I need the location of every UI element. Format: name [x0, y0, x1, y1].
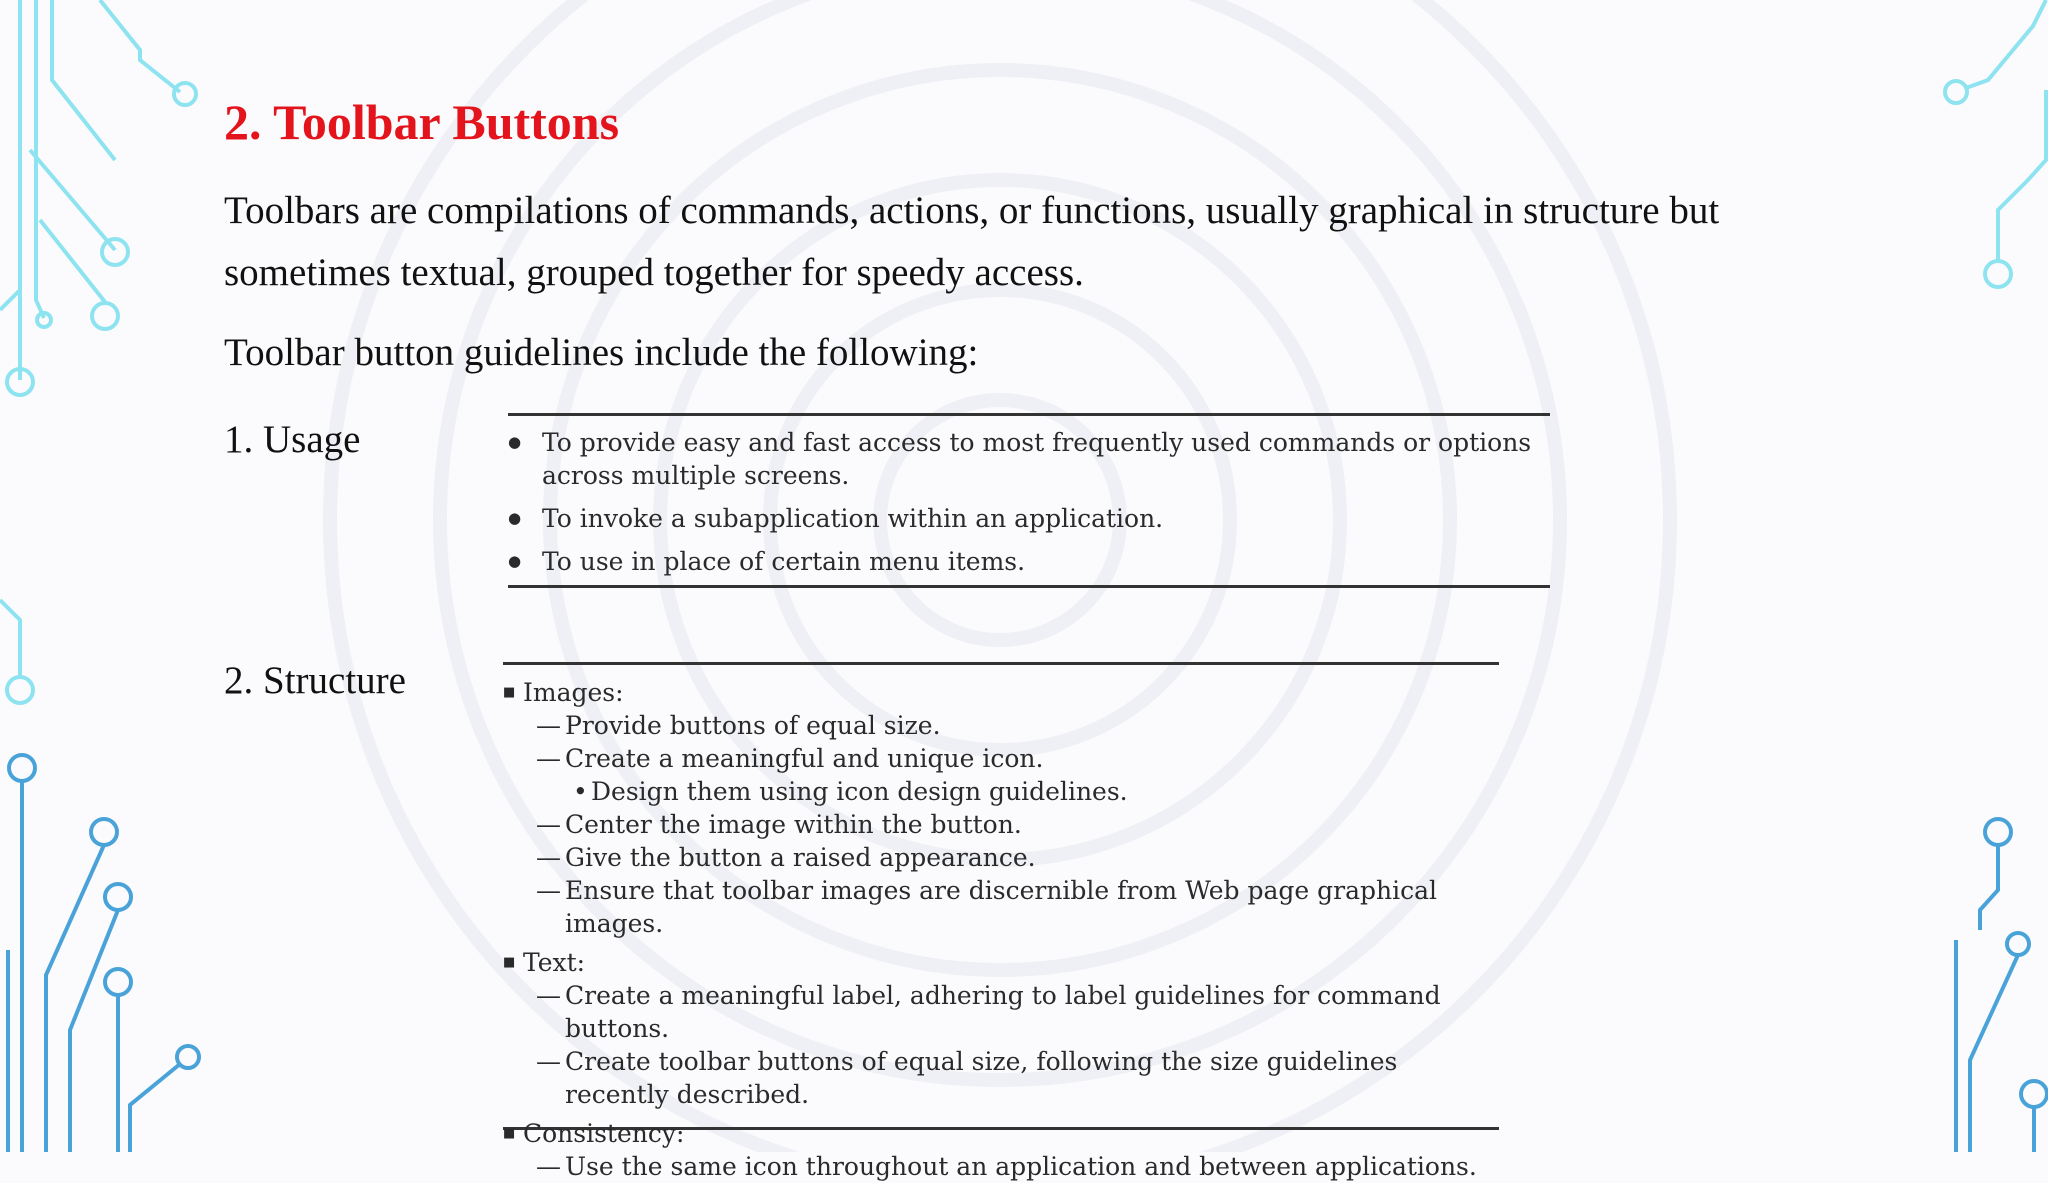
text-heading: ■ Text:	[503, 946, 1499, 979]
usage-list-box	[508, 413, 1550, 588]
structure-label: 2. Structure	[224, 659, 406, 702]
text-list-item: — Create a meaningful label, adhering to label guidelines for command buttons.	[503, 979, 1499, 1045]
text-list-item: — Create toolbar buttons of equal size, following the size guidelines recently described.	[503, 1045, 1499, 1111]
slide-title: 2. Toolbar Buttons	[224, 94, 620, 150]
structure-list-box	[503, 662, 1499, 1181]
images-sub-item: • Design them using icon design guidelines.	[503, 775, 1499, 808]
intro-paragraph: Toolbars are compilations of commands, actions, or functions, usually graphical in structure but sometimes textual, grouped together for speedy access.	[224, 189, 1720, 294]
images-list-item: — Create a meaningful and unique icon.	[503, 742, 1499, 775]
consistency-heading: ■ Consistency:	[503, 1117, 1499, 1150]
images-list-item: — Give the button a raised appearance.	[503, 841, 1499, 874]
usage-list-item: ● To use in place of certain menu items.	[508, 545, 1550, 578]
images-list-item: — Center the image within the button.	[503, 808, 1499, 841]
circuit-decoration-left	[0, 0, 220, 1152]
usage-list-item: ● To invoke a subapplication within an application.	[508, 502, 1550, 535]
guidelines-lead: Toolbar button guidelines include the following:	[224, 331, 979, 374]
images-list-item: — Ensure that toolbar images are discernible from Web page graphical images.	[503, 874, 1499, 940]
images-list-item: — Provide buttons of equal size.	[503, 709, 1499, 742]
consistency-list-item: — Use the same icon throughout an application and between applications.	[503, 1150, 1499, 1183]
images-heading: ■ Images:	[503, 676, 1499, 709]
usage-list-item: ● To provide easy and fast access to most frequently used commands or options across multiple screens.	[508, 426, 1550, 492]
circuit-decoration-right	[1908, 0, 2048, 1152]
usage-label: 1. Usage	[224, 418, 361, 461]
